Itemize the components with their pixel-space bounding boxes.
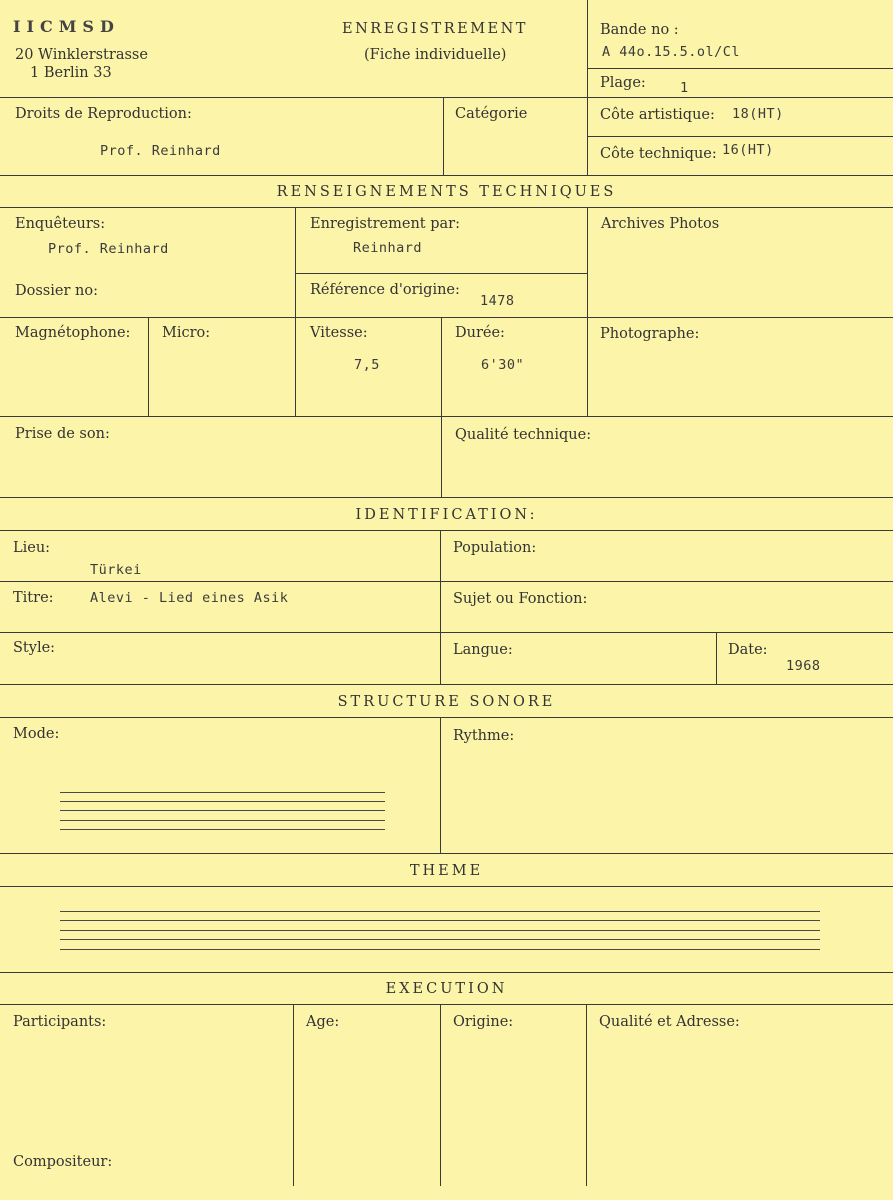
micro-label: Micro: (162, 325, 211, 341)
droits-value: Prof. Reinhard (100, 143, 221, 159)
rule-rights-bottom (0, 175, 893, 176)
enqueteurs-value: Prof. Reinhard (48, 241, 169, 257)
bande-label: Bande no : (600, 22, 679, 38)
card-subtitle: (Fiche individuelle) (364, 47, 507, 63)
plage-value: 1 (680, 80, 689, 96)
rule-dossier-bottom (0, 317, 893, 318)
population-label: Population: (453, 540, 537, 556)
rule-v-categorie (443, 97, 444, 175)
cote-artistique-label: Côte artistique: (600, 107, 715, 123)
rule-v-micro (148, 317, 149, 416)
duree-value: 6'30" (481, 357, 525, 373)
style-label: Style: (13, 640, 56, 656)
rule-structure-title-bottom (0, 717, 893, 718)
prise-de-son-label: Prise de son: (15, 426, 110, 442)
age-label: Age: (306, 1014, 340, 1030)
rule-lieu-bottom (0, 581, 893, 582)
rule-v-archives (587, 207, 588, 416)
enregistrement-par-value: Reinhard (353, 240, 423, 256)
archives-photos-label: Archives Photos (601, 216, 720, 232)
duree-label: Durée: (455, 325, 505, 341)
section-title-execution: EXECUTION (385, 981, 508, 997)
titre-label: Titre: (13, 590, 54, 606)
mode-staff-line (60, 792, 385, 793)
section-title-technique: RENSEIGNEMENTS TECHNIQUES (276, 184, 617, 200)
dossier-label: Dossier no: (15, 283, 98, 299)
address-line-1: 20 Winklerstrasse (15, 47, 148, 63)
droits-label: Droits de Reproduction: (15, 106, 192, 122)
address-line-2: 1 Berlin 33 (30, 65, 112, 81)
lieu-label: Lieu: (13, 540, 51, 556)
theme-staff-line (60, 930, 820, 931)
rule-identification-title-bottom (0, 530, 893, 531)
cote-technique-label: Côte technique: (600, 146, 717, 162)
enqueteurs-label: Enquêteurs: (15, 216, 106, 232)
section-title-theme: THEME (409, 863, 484, 879)
rule-v-date (716, 632, 717, 684)
rythme-label: Rythme: (453, 728, 515, 744)
rule-reference-top (295, 273, 587, 274)
rule-theme-bottom (0, 972, 893, 973)
rule-cote-split (587, 136, 893, 137)
rule-v-age (293, 1004, 294, 1186)
date-value: 1968 (786, 658, 821, 674)
sujet-label: Sujet ou Fonction: (453, 591, 588, 607)
rule-v-header-right (587, 0, 588, 175)
theme-staff-line (60, 911, 820, 912)
reference-label: Référence d'origine: (310, 282, 460, 298)
mode-staff-line (60, 810, 385, 811)
cote-artistique-value: 18(HT) (732, 106, 784, 122)
section-title-structure: STRUCTURE SONORE (337, 694, 556, 710)
photographe-label: Photographe: (600, 326, 700, 342)
rule-execution-title-bottom (0, 1004, 893, 1005)
card-title: ENREGISTREMENT (342, 21, 528, 37)
mode-label: Mode: (13, 726, 60, 742)
rule-plage-top (587, 68, 893, 69)
cote-technique-value: 16(HT) (722, 142, 774, 158)
origine-label: Origine: (453, 1014, 514, 1030)
rule-v-identification (440, 530, 441, 684)
rule-v-origine (440, 1004, 441, 1186)
categorie-label: Catégorie (455, 106, 528, 122)
vitesse-label: Vitesse: (310, 325, 368, 341)
lieu-value: Türkei (90, 562, 142, 578)
rule-header-bottom (0, 97, 893, 98)
mode-staff-line (60, 801, 385, 802)
rule-mode-bottom (0, 853, 893, 854)
rule-prise-bottom (0, 497, 893, 498)
rule-style-bottom (0, 684, 893, 685)
mode-staff-line (60, 829, 385, 830)
rule-v-qualite (586, 1004, 587, 1186)
langue-label: Langue: (453, 642, 513, 658)
vitesse-value: 7,5 (354, 357, 380, 373)
theme-staff-line (60, 949, 820, 950)
qualite-adresse-label: Qualité et Adresse: (599, 1014, 740, 1030)
rule-titre-bottom (0, 632, 893, 633)
bande-value: A 44o.15.5.ol/Cl (602, 44, 741, 60)
plage-label: Plage: (600, 75, 646, 91)
section-title-identification: IDENTIFICATION: (355, 507, 538, 523)
rule-v-duree (441, 317, 442, 497)
rule-v-rythme (440, 717, 441, 853)
titre-value: Alevi - Lied eines Asik (90, 590, 289, 606)
date-label: Date: (728, 642, 768, 658)
theme-staff-line (60, 939, 820, 940)
participants-label: Participants: (13, 1014, 107, 1030)
rule-equipment-bottom (0, 416, 893, 417)
enregistrement-par-label: Enregistrement par: (310, 216, 460, 232)
compositeur-label: Compositeur: (13, 1154, 113, 1170)
theme-staff-line (60, 920, 820, 921)
mode-staff-line (60, 820, 385, 821)
org-logo: IICMSD (13, 17, 120, 36)
qualite-technique-label: Qualité technique: (455, 427, 592, 443)
rule-theme-title-bottom (0, 886, 893, 887)
rule-technique-title-bottom (0, 207, 893, 208)
reference-value: 1478 (480, 293, 515, 309)
magnetophone-label: Magnétophone: (15, 325, 131, 341)
rule-v-enregistrement (295, 207, 296, 416)
